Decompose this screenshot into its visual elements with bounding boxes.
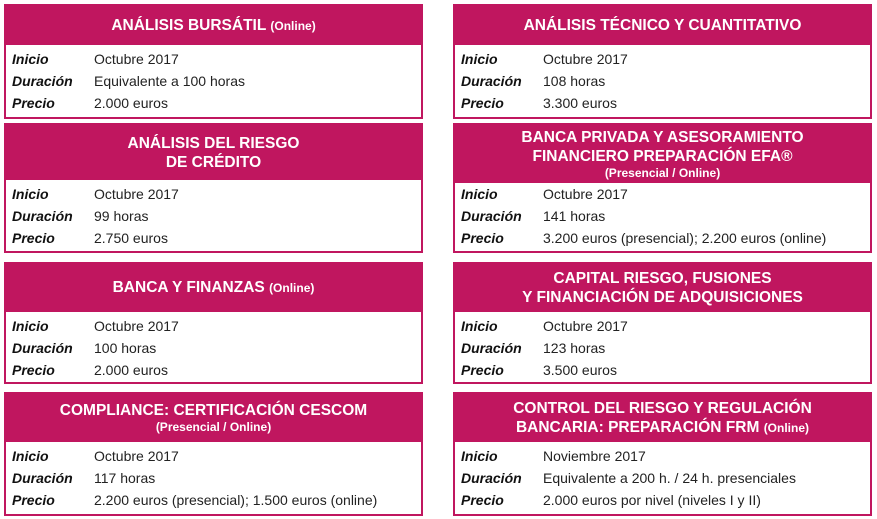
course-mode: (Online) <box>269 281 315 295</box>
value-inicio: Noviembre 2017 <box>543 448 646 464</box>
value-precio: 3.500 euros <box>543 362 617 378</box>
label-inicio: Inicio <box>12 318 49 334</box>
course-card-control-riesgo <box>453 392 872 516</box>
course-title-line2: BANCARIA: PREPARACIÓN FRM <box>515 418 760 436</box>
course-title-line1: ANÁLISIS DEL RIESGO <box>127 134 300 152</box>
course-card-capital-riesgo <box>453 262 872 384</box>
label-inicio: Inicio <box>461 186 498 202</box>
value-precio: 2.000 euros <box>94 362 168 378</box>
label-precio: Precio <box>12 95 55 111</box>
course-mode: (Online) <box>763 420 810 435</box>
course-title-line2: FINANCIERO PREPARACIÓN EFA® <box>532 147 793 165</box>
value-duracion: 99 horas <box>94 208 149 224</box>
course-card-header <box>455 394 870 442</box>
value-precio: 2.750 euros <box>94 230 168 246</box>
value-inicio: Octubre 2017 <box>94 318 179 334</box>
course-title-line2: DE CRÉDITO <box>165 153 262 171</box>
course-card-riesgo-credito <box>4 123 423 253</box>
value-duracion: 100 horas <box>94 340 157 356</box>
course-title: COMPLIANCE: CERTIFICACIÓN CESCOM <box>59 402 368 419</box>
course-mode: (Online) <box>270 18 316 33</box>
value-inicio: Octubre 2017 <box>543 51 628 67</box>
course-card-banca-privada <box>453 123 872 253</box>
course-title: ANÁLISIS BURSÁTIL <box>111 16 267 34</box>
value-duracion: 123 horas <box>543 340 606 356</box>
label-precio: Precio <box>12 230 55 246</box>
value-duracion: 117 horas <box>94 470 156 486</box>
label-duracion: Duración <box>12 470 73 486</box>
value-duracion: Equivalente a 200 h. / 24 h. presenciales <box>543 470 796 486</box>
course-card-banca-finanzas <box>4 262 423 384</box>
course-card-header <box>455 6 870 45</box>
course-title-line2: Y FINANCIACIÓN DE ADQUISICIONES <box>522 289 803 306</box>
label-inicio: Inicio <box>12 51 49 67</box>
value-precio: 2.200 euros (presencial); 1.500 euros (online) <box>94 492 378 508</box>
label-inicio: Inicio <box>12 448 49 464</box>
course-card-header <box>6 394 421 442</box>
value-inicio: Octubre 2017 <box>543 186 628 202</box>
course-title-line1: BANCA PRIVADA Y ASESORAMIENTO <box>521 128 804 146</box>
course-card-header <box>6 6 421 45</box>
course-card-analisis-tecnico <box>453 4 872 119</box>
value-inicio: Octubre 2017 <box>94 448 179 464</box>
label-duracion: Duración <box>461 73 522 89</box>
label-inicio: Inicio <box>12 186 49 202</box>
course-title-line1: CONTROL DEL RIESGO Y REGULACIÓN <box>513 399 812 417</box>
value-duracion: 108 horas <box>543 73 606 89</box>
label-duracion: Duración <box>12 73 73 89</box>
label-precio: Precio <box>12 362 55 378</box>
course-title: ANÁLISIS TÉCNICO Y CUANTITATIVO <box>523 17 802 34</box>
course-title-line1: CAPITAL RIESGO, FUSIONES <box>553 270 772 287</box>
label-duracion: Duración <box>461 340 522 356</box>
course-card-header <box>455 264 870 312</box>
course-card-header <box>6 125 421 180</box>
value-precio: 3.300 euros <box>543 95 617 111</box>
value-inicio: Octubre 2017 <box>543 318 628 334</box>
label-precio: Precio <box>461 492 504 508</box>
course-mode: (Presencial / Online) <box>155 420 272 434</box>
label-duracion: Duración <box>12 340 73 356</box>
label-duracion: Duración <box>461 470 522 486</box>
value-duracion: 141 horas <box>543 208 606 224</box>
course-card-header <box>6 264 421 312</box>
label-precio: Precio <box>12 492 55 508</box>
label-inicio: Inicio <box>461 448 498 464</box>
course-card-compliance <box>4 392 423 516</box>
course-mode: (Presencial / Online) <box>604 165 721 180</box>
label-inicio: Inicio <box>461 318 498 334</box>
value-inicio: Octubre 2017 <box>94 51 179 67</box>
label-duracion: Duración <box>461 208 522 224</box>
course-title: BANCA Y FINANZAS <box>112 279 265 296</box>
course-card-analisis-bursatil <box>4 4 423 119</box>
value-duracion: Equivalente a 100 horas <box>94 73 245 89</box>
label-precio: Precio <box>461 95 504 111</box>
label-inicio: Inicio <box>461 51 498 67</box>
label-duracion: Duración <box>12 208 73 224</box>
value-inicio: Octubre 2017 <box>94 186 179 202</box>
label-precio: Precio <box>461 362 504 378</box>
value-precio: 3.200 euros (presencial); 2.200 euros (online) <box>543 230 827 246</box>
value-precio: 2.000 euros <box>94 95 168 111</box>
value-precio: 2.000 euros por nivel (niveles I y II) <box>543 492 761 508</box>
label-precio: Precio <box>461 230 504 246</box>
course-card-header <box>455 125 870 183</box>
